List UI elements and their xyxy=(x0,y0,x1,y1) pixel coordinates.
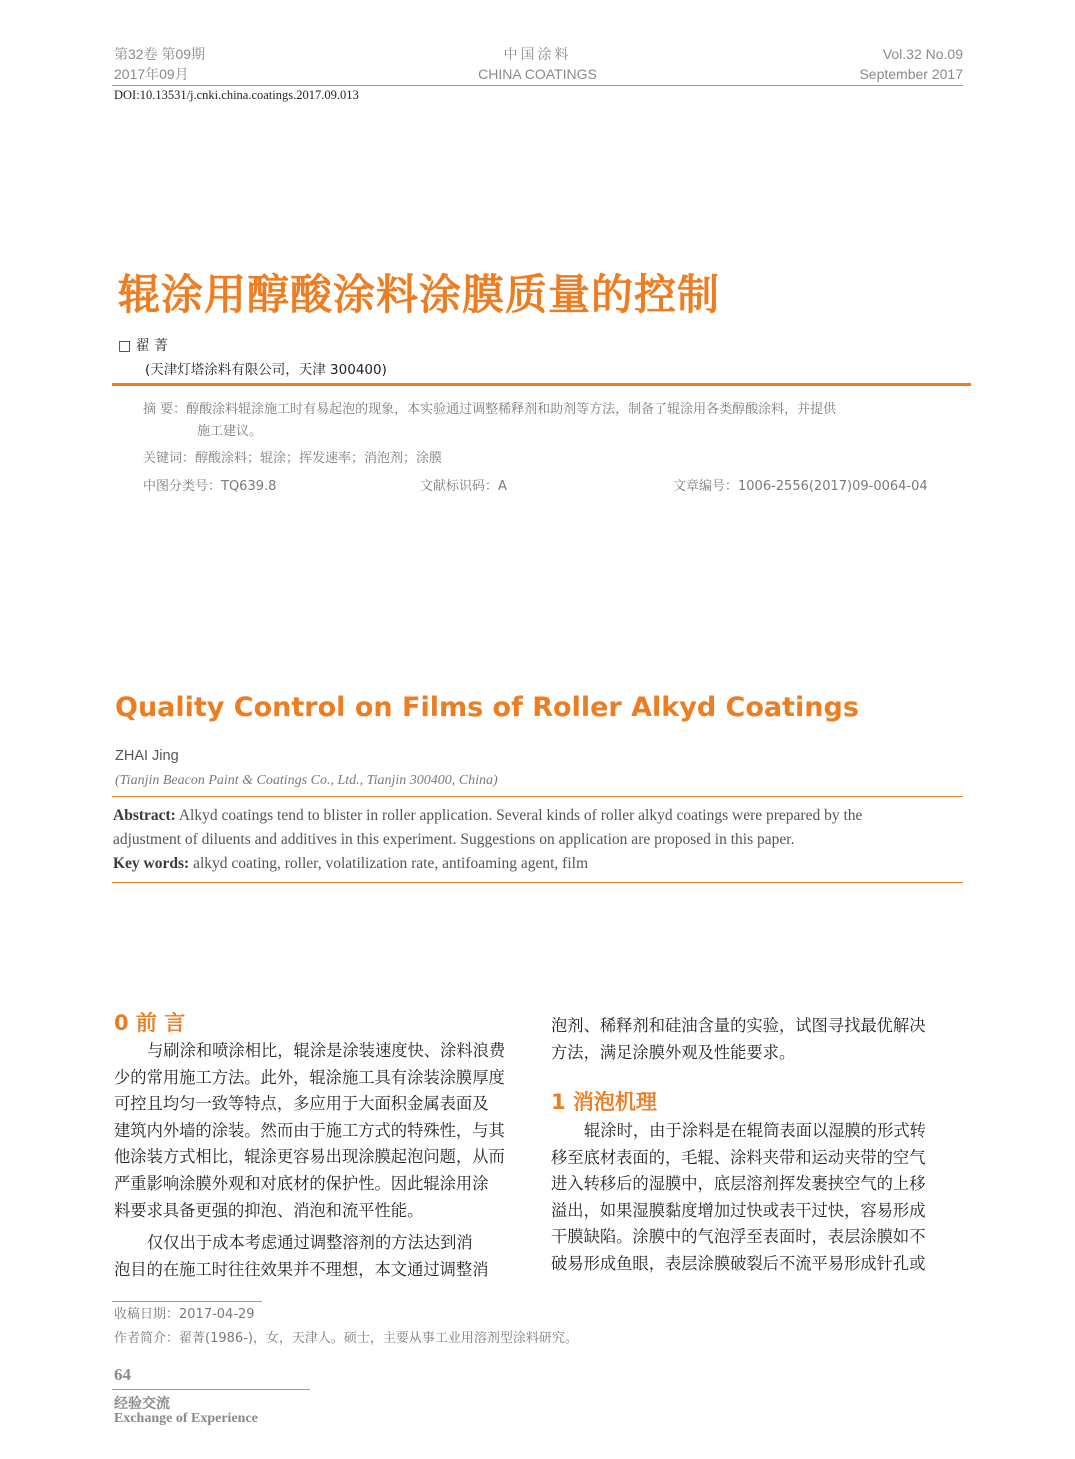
body-line: 建筑内外墙的涂装。然而由于施工方式的特殊性，与其 xyxy=(114,1120,505,1140)
body-line: 进入转移后的湿膜中，底层溶剂挥发裹挟空气的上移 xyxy=(551,1174,926,1194)
abstract-en xyxy=(113,804,963,876)
body-line: 仅仅出于成本考虑通过调整溶剂的方法达到消 xyxy=(147,1233,473,1253)
abstract-en-bottom-rule xyxy=(112,882,963,883)
body-line: 破易形成鱼眼，表层涂膜破裂后不流平易形成针孔或 xyxy=(551,1253,926,1273)
affiliation-zh: (天津灯塔涂料有限公司，天津 300400) xyxy=(145,362,387,378)
page-number: 64 xyxy=(114,1365,131,1384)
abstract-en-label: Abstract: xyxy=(113,807,176,824)
body-line: 泡剂、稀释剂和硅油含量的实验，试图寻找最优解决 xyxy=(551,1016,926,1035)
header-journal-zh: 中国涂料 xyxy=(503,46,572,62)
body-line: 干膜缺陷。涂膜中的气泡浮至表面时，表层涂膜如不 xyxy=(551,1227,926,1247)
doi: DOI:10.13531/j.cnki.china.coatings.2017.09.013 xyxy=(114,88,359,102)
document-code: 文献标识码：A xyxy=(420,479,507,494)
section-1-body xyxy=(551,1118,965,1278)
title-zh: 辊涂用醇酸涂料涂膜质量的控制 xyxy=(118,270,721,319)
body-line: 移至底材表面的，毛辊、涂料夹带和运动夹带的空气 xyxy=(551,1147,926,1167)
body-line: 溢出，如果湿膜黏度增加过快或表干过快，容易形成 xyxy=(551,1200,926,1220)
keywords-en-text: alkyd coating, roller, volatilization rate, antifoaming agent, film xyxy=(189,855,589,872)
footer-column-en: Exchange of Experience xyxy=(114,1411,258,1426)
body-line: 泡目的在施工时往往效果并不理想，本文通过调整消 xyxy=(114,1259,489,1279)
section-0-body xyxy=(114,1038,524,1283)
header-journal-en: CHINA COATINGS xyxy=(478,66,597,82)
section-0-heading: 0 前 言 xyxy=(114,1011,186,1035)
title-zh-rule xyxy=(112,383,971,386)
body-line: 料要求具备更强的抑泡、消泡和流平性能。 xyxy=(114,1200,424,1220)
article-number: 文章编号：1006-2556(2017)09-0064-04 xyxy=(673,479,928,494)
received-date: 收稿日期：2017-04-29 xyxy=(114,1307,255,1322)
keywords-en-label: Key words: xyxy=(113,855,190,872)
author-zh: □ 翟 菁 xyxy=(118,338,169,354)
author-bio: 作者简介：翟菁(1986-)，女，天津人。硕士，主要从事工业用溶剂型涂料研究。 xyxy=(114,1331,578,1346)
body-line: 少的常用施工方法。此外，辊涂施工具有涂装涂膜厚度 xyxy=(114,1067,505,1087)
abstract-zh-label: 摘 要： xyxy=(143,402,187,417)
body-line: 严重影响涂膜外观和对底材的保护性。因此辊涂用涂 xyxy=(114,1173,489,1193)
abstract-en-top-rule xyxy=(112,796,963,797)
section-1-heading: 1 消泡机理 xyxy=(551,1090,657,1114)
body-line: 方法，满足涂膜外观及性能要求。 xyxy=(551,1042,796,1062)
clc-number: 中图分类号：TQ639.8 xyxy=(143,479,277,494)
header-vol-issue-en: Vol.32 No.09 xyxy=(882,46,963,62)
keywords-zh xyxy=(143,448,442,470)
header-date-en: September 2017 xyxy=(859,66,963,82)
footer-rule xyxy=(112,1389,310,1390)
keywords-zh-text: 醇酸涂料；辊涂；挥发速率；消泡剂；涂膜 xyxy=(195,451,443,466)
title-en: Quality Control on Films of Roller Alkyd Coatings xyxy=(115,692,859,723)
body-line: 辊涂时，由于涂料是在辊筒表面以湿膜的形式转 xyxy=(584,1121,926,1140)
abstract-en-line1: Alkyd coatings tend to blister in roller application. Several kinds of roller alkyd coatings were prepared by the xyxy=(175,807,863,824)
footer-column-zh: 经验交流 xyxy=(114,1397,170,1412)
keywords-zh-label: 关键词： xyxy=(143,451,196,466)
affiliation-en: (Tianjin Beacon Paint & Coatings Co., Ltd., Tianjin 300400, China) xyxy=(115,773,498,788)
author-en: ZHAI Jing xyxy=(115,748,179,764)
header-date-zh: 2017年09月 xyxy=(114,66,189,82)
abstract-en-line2: adjustment of diluents and additives in this experiment. Suggestions on application are proposed in this paper. xyxy=(113,831,795,848)
body-line: 与刷涂和喷涂相比，辊涂是涂装速度快、涂料浪费 xyxy=(147,1041,506,1060)
footnote-rule xyxy=(112,1301,262,1302)
right-column-top xyxy=(551,1013,965,1066)
header-vol-issue-zh: 第32卷 第09期 xyxy=(114,46,206,62)
abstract-zh-line1: 醇酸涂料辊涂施工时有易起泡的现象，本实验通过调整稀释剂和助剂等方法，制备了辊涂用各类醇酸涂料，并提供 xyxy=(186,402,837,417)
header-rule xyxy=(112,85,963,86)
body-line: 可控且均匀一致等特点，多应用于大面积金属表面及 xyxy=(114,1094,489,1114)
body-line: 他涂装方式相比，辊涂更容易出现涂膜起泡问题，从而 xyxy=(114,1147,505,1167)
abstract-zh xyxy=(143,399,943,443)
abstract-zh-line2: 施工建议。 xyxy=(197,424,263,439)
